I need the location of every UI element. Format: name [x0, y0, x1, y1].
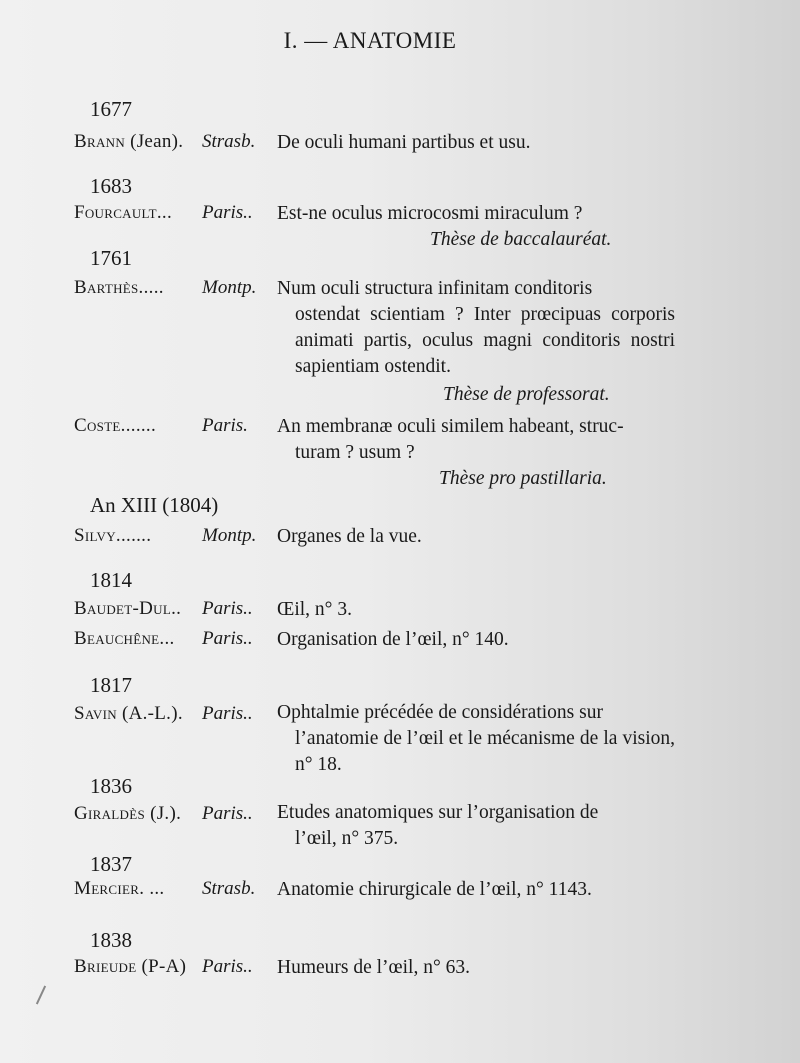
entry-year: An XIII (1804) — [90, 493, 219, 517]
entry-author: Brann (Jean). — [74, 131, 184, 152]
entry-year: 1837 — [90, 852, 132, 876]
entry-note: Thèse pro pastillaria. — [439, 468, 607, 489]
entry-place: Montp. — [202, 525, 257, 546]
entry-place: Paris.. — [202, 628, 253, 649]
entry-note: Thèse de baccalauréat. — [430, 229, 612, 250]
entry-title: Humeurs de l’œil, n° 63. — [277, 957, 471, 978]
entry-title-continuation: l’œil, n° 375. — [295, 828, 399, 849]
entry-place: Paris.. — [202, 703, 253, 724]
entry-place: Strasb. — [202, 878, 256, 899]
entry-title: Est-ne oculus microcosmi miraculum ? — [277, 203, 583, 224]
entry-title-continuation: l’anatomie de l’œil et le mécanisme de la vision, n° 18. — [295, 728, 675, 775]
entry-place: Paris. — [202, 415, 248, 436]
entry-author: Coste....... — [74, 415, 157, 436]
entry-place: Strasb. — [202, 131, 256, 152]
entry-year: 1838 — [90, 928, 132, 952]
entry-year: 1683 — [90, 174, 132, 198]
entry-author: Fourcault... — [74, 202, 172, 223]
entry-author: Baudet-Dul.. — [74, 598, 182, 619]
entry-title: Organes de la vue. — [277, 526, 422, 547]
entry-year: 1836 — [90, 774, 132, 798]
entry-year: 1677 — [90, 97, 132, 121]
entry-author: Savin (A.-L.). — [74, 703, 183, 724]
entry-year: 1817 — [90, 673, 132, 697]
entry-title: De oculi humani partibus et usu. — [277, 132, 531, 153]
entry-note: Thèse de professorat. — [443, 384, 610, 405]
entry-year: 1814 — [90, 568, 132, 592]
entry-title: Anatomie chirurgicale de l’œil, n° 1143. — [277, 879, 592, 900]
entry-title: An membranæ oculi similem habeant, struc- turam ? usum ? — [277, 414, 675, 466]
entry-place: Paris.. — [202, 202, 253, 223]
page-title: I. — ANATOMIE — [283, 28, 457, 53]
entry-title: Ophtalmie précédée de considérations sur l’anatomie de l’œil et le mécanisme de la vision, n° 18. — [277, 700, 675, 778]
entry-title-continuation: turam ? usum ? — [295, 442, 415, 463]
entry-author: Silvy....... — [74, 525, 152, 546]
entry-place: Paris.. — [202, 598, 253, 619]
entry-place: Montp. — [202, 277, 257, 298]
entry-title: Num oculi structura infinitam conditoris ostendat scientiam ? Inter prœcipuas corporis animati partis, oculus magni conditoris nostri sapientiam ostendit. — [277, 276, 675, 380]
entry-title: Etudes anatomiques sur l’organisation de l’œil, n° 375. — [277, 800, 675, 852]
entry-author: Mercier. ... — [74, 878, 165, 899]
stray-mark — [36, 986, 46, 1005]
entry-author: Barthès..... — [74, 277, 164, 298]
entry-title: Organisation de l’œil, n° 140. — [277, 629, 509, 650]
entry-title-continuation: ostendat scientiam ? Inter prœcipuas corporis animati partis, oculus magni conditoris nostri sapientiam ostendit. — [295, 304, 675, 377]
entry-year: 1761 — [90, 246, 132, 270]
entry-author: Beauchêne... — [74, 628, 175, 649]
entry-place: Paris.. — [202, 803, 253, 824]
entry-place: Paris.. — [202, 956, 253, 977]
entry-author: Giraldès (J.). — [74, 803, 182, 824]
entry-title: Œil, n° 3. — [277, 599, 352, 620]
entry-author: Brieude (P-A) — [74, 956, 187, 977]
